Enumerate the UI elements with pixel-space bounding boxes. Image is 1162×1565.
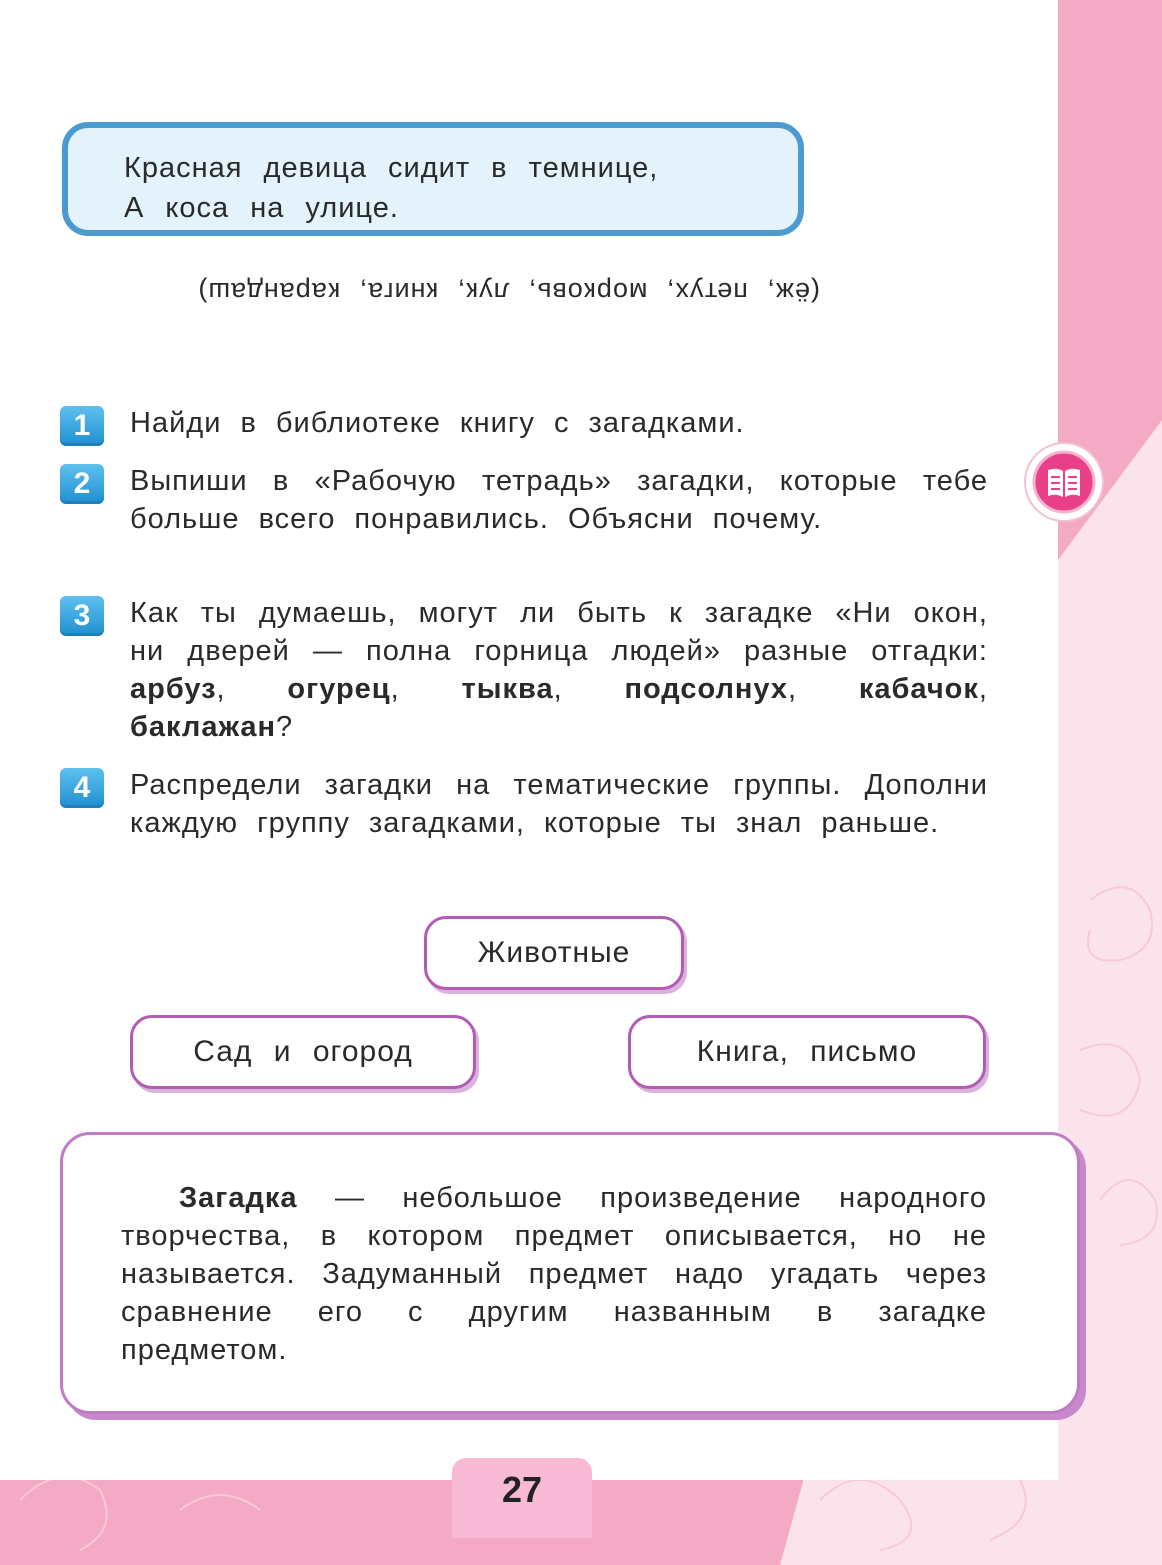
group-animals: Животные [424, 916, 684, 990]
riddle-answers-upside-down: (ёж, петух, морковь, лук, книга, карандаш) [197, 277, 820, 307]
task-text: Как ты думаешь, могут ли быть к загадке «Ни окон, ни дверей — полна горница людей» разные отгадки: арбуз, огурец, тыква, подсолнух, кабачок, баклажан? [130, 597, 988, 743]
task-1 [60, 404, 988, 442]
task-number-badge: 3 [60, 596, 104, 636]
task-3-text-before: Как ты думаешь, могут ли быть к загадке «Ни окон, ни дверей — полна горница людей» разные отгадки: [130, 597, 988, 667]
answer-pumpkin: тыква [461, 673, 554, 705]
answer-zucchini: кабачок [858, 673, 979, 705]
definition-text: — небольшое произведение народного творчества, в котором предмет описывается, но не называется. Задуманный предмет надо угадать через сравнение его с другим названным в загадке предметом. [121, 1182, 987, 1366]
task-text: Выпиши в «Рабочую тетрадь» загадки, которые тебе больше всего понравились. Объясни почему. [130, 465, 988, 535]
answer-eggplant: баклажан [130, 711, 277, 743]
task-number-badge: 1 [60, 406, 104, 446]
task-text: Распредели загадки на тематические группы. Дополни каждую группу загадками, которые ты знал раньше. [130, 769, 988, 839]
task-number-badge: 2 [60, 464, 104, 504]
riddle-box [62, 122, 804, 236]
book-icon [1026, 444, 1102, 520]
task-2 [60, 462, 988, 538]
group-garden: Сад и огород [130, 1015, 476, 1089]
task-4 [60, 766, 988, 842]
task-text: Найди в библиотеке книгу с загадками. [130, 407, 745, 439]
answer-watermelon: арбуз [130, 673, 217, 705]
riddle-line-2: А коса на улице. [124, 192, 399, 224]
answer-sunflower: подсолнух [624, 673, 788, 705]
task-number-badge: 4 [60, 768, 104, 808]
page-number: 27 [452, 1458, 592, 1538]
answer-cucumber: огурец [287, 673, 391, 705]
group-book-letter: Книга, письмо [628, 1015, 986, 1089]
definition-term: Загадка [179, 1182, 298, 1214]
task-3 [60, 594, 988, 746]
definition-box [60, 1132, 1080, 1414]
riddle-line-1: Красная девица сидит в темнице, [124, 152, 659, 184]
